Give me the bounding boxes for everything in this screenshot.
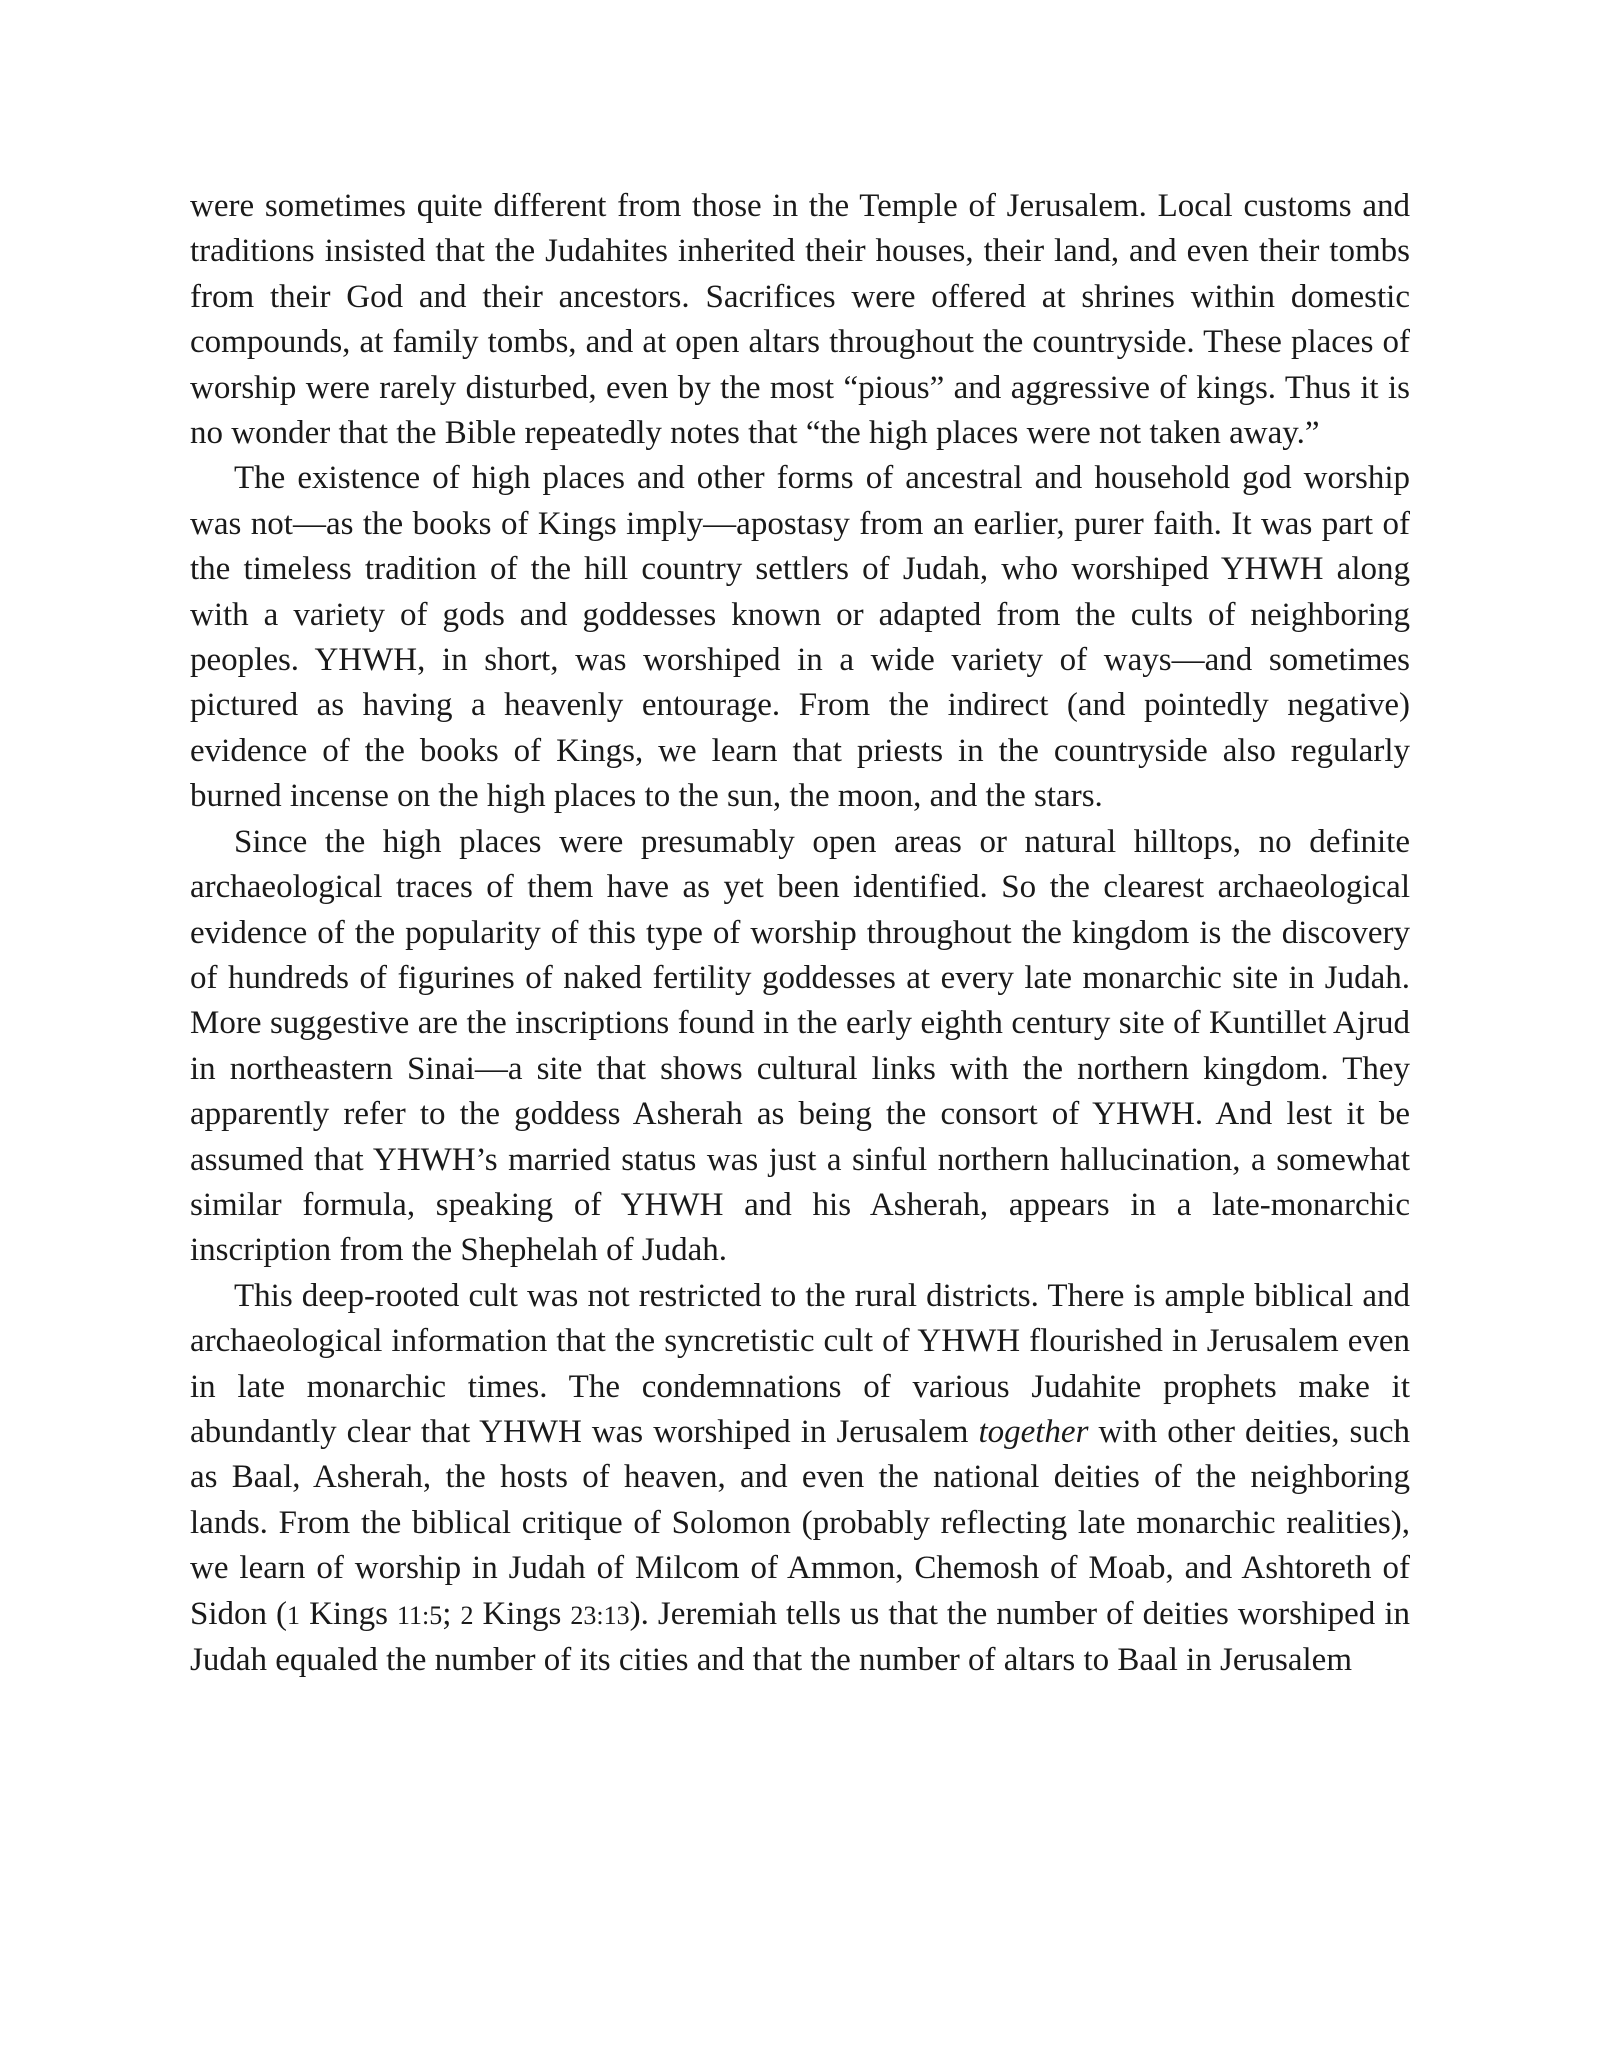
emphasis-together: together (978, 1413, 1089, 1450)
reference-1-book: Kings (300, 1595, 397, 1632)
reference-2-number: 2 (460, 1600, 474, 1630)
paragraph-2: The existence of high places and other forms of ancestral and household god worship was not—as the books of Kings imply—apostasy from an earlier, purer faith. It was part of the timeless tradition of the hill country settlers of Judah, who worshiped YHWH along with a variety of gods and goddesses known or adapted from the cults of neighboring peoples. YHWH, in short, was worshiped in a wide variety of ways—and sometimes pictured as having a heavenly entourage. From the indirect (and pointedly negative) evidence of the books of Kings, we learn that priests in the countryside also regularly burned incense on the high places to the sun, the moon, and the stars. (190, 460, 1410, 815)
paragraph-3: Since the high places were presumably open areas or natural hilltops, no definite archaeological traces of them have as yet been identified. So the clearest archaeological evidence of the popularity of this type of worship throughout the kingdom is the discovery of hundreds of figurines of naked fertility goddesses at every late monarchic site in Judah. More suggestive are the inscriptions found in the early eighth century site of Kuntillet Ajrud in northeastern Sinai—a site that shows cultural links with the northern kingdom. They apparently refer to the goddess Asherah as being the consort of YHWH. And lest it be assumed that YHWH’s married status was just a sinful northern hallucination, a somewhat similar formula, speaking of YHWH and his Asherah, appears in a late-monarchic inscription from the Shephelah of Judah. (190, 823, 1410, 1269)
paragraph-4 (190, 1274, 1410, 1684)
paragraph-4-text-b: with other deities, such as Baal, Asherah, the hosts of heaven, and even the national deities of the neighboring lands. From the biblical critique of Solomon (probably reflecting late monarchic realities), we learn of worship in Judah of Milcom of Ammon, Chemosh of Moab, and Ashtoreth of Sidon ( (190, 1413, 1410, 1632)
reference-2-book: Kings (473, 1595, 571, 1632)
page-body (190, 184, 1410, 1683)
paragraph-1: were sometimes quite different from those in the Temple of Jerusalem. Local customs and traditions insisted that the Judahites inherited their houses, their land, and even their tombs from their God and their ancestors. Sacrifices were offered at shrines within domestic compounds, at family tombs, and at open altars throughout the countryside. These places of worship were rarely disturbed, even by the most “pious” and aggressive of kings. Thus it is no wonder that the Bible repeatedly notes that “the high places were not taken away.” (190, 188, 1410, 452)
reference-separator: ; (442, 1595, 461, 1632)
reference-1-number: 1 (287, 1600, 301, 1630)
paragraph-4-text-c: ). Jeremiah tells us that the number of deities worshiped in Judah equaled the number of its cities and that the number of altars to Baal in Jerusalem (190, 1595, 1411, 1678)
reference-2-verse: 23:13 (570, 1600, 630, 1630)
paragraph-4-text-a: This deep-rooted cult was not restricted to the rural districts. There is ample biblical and archaeological information that the syncretistic cult of YHWH flourished in Jerusalem even in late monarchic times. The condemnations of various Judahite prophets make it abundantly clear that YHWH was worshiped in Jerusalem (190, 1277, 1410, 1450)
reference-1-verse: 11:5 (396, 1600, 443, 1630)
